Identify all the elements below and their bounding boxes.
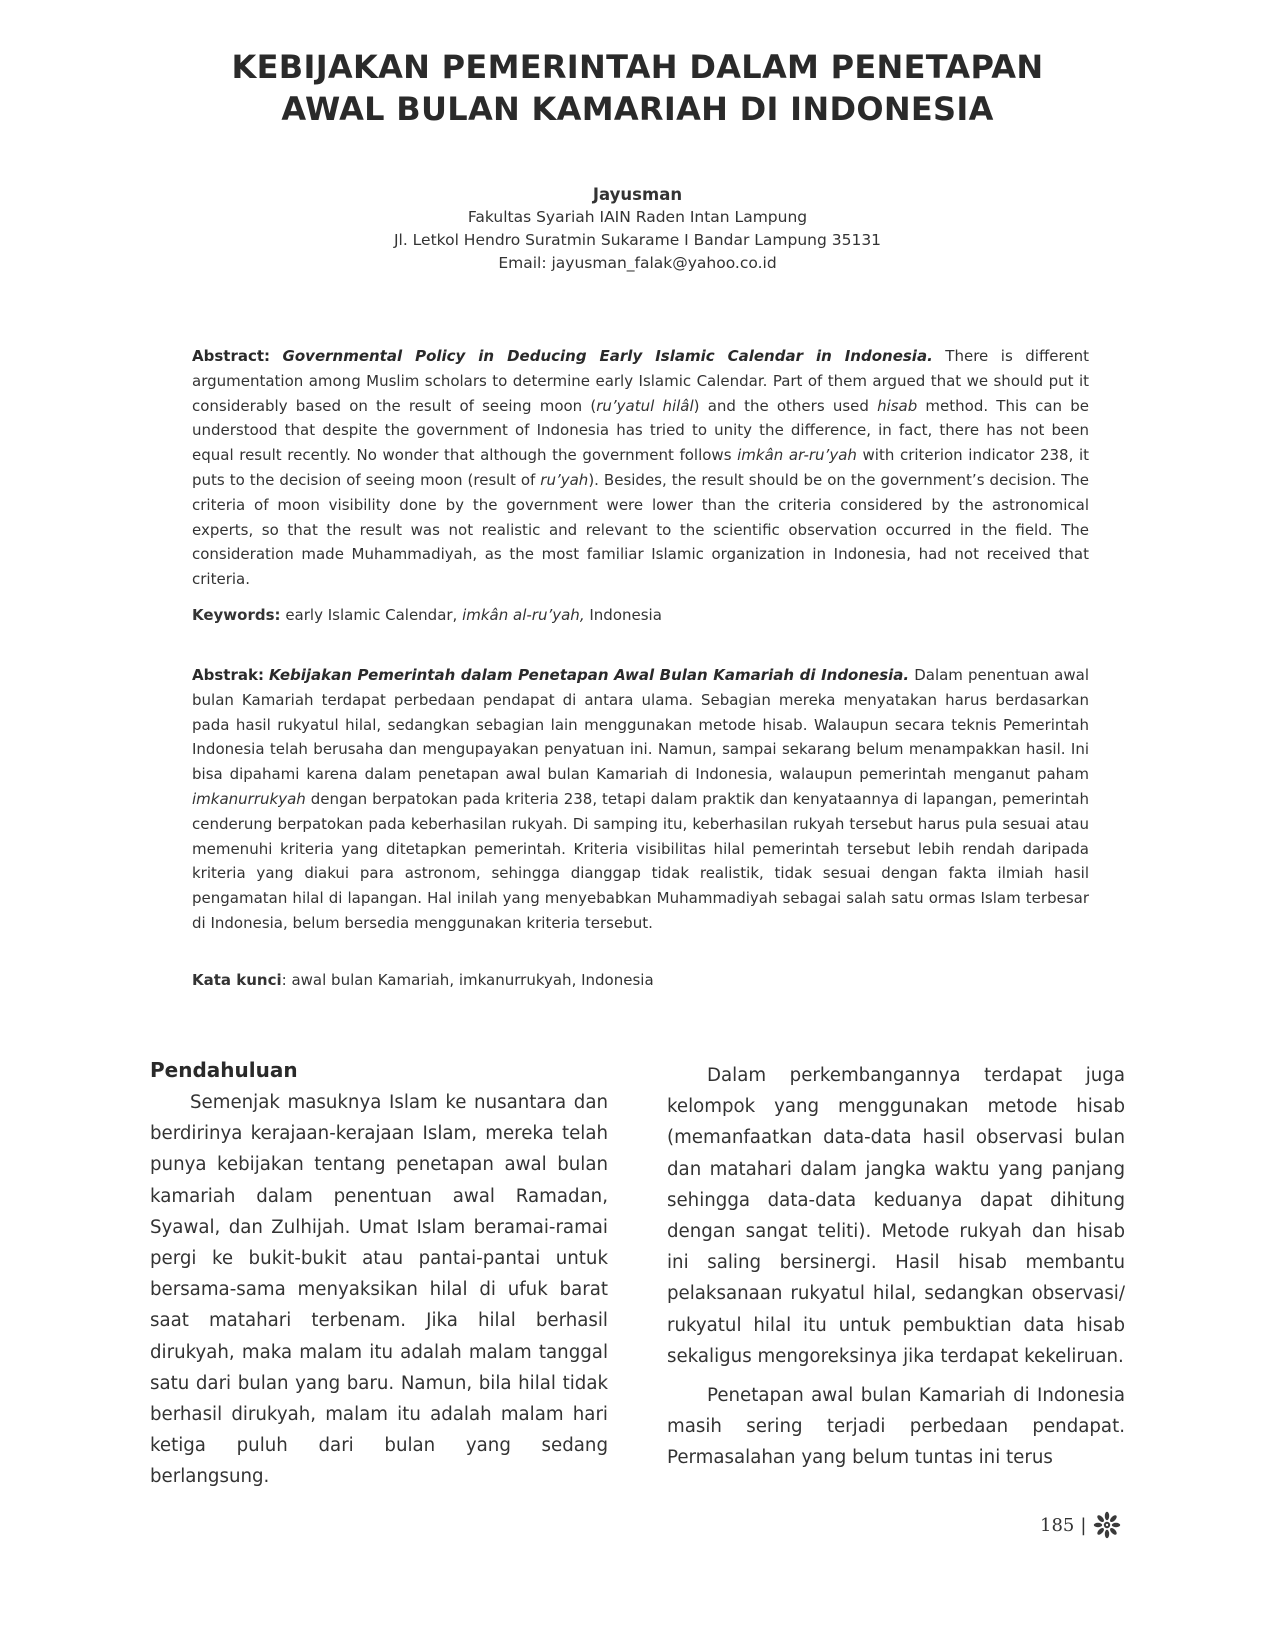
abstrak-label: Abstrak:	[192, 666, 264, 684]
title-line-1: KEBIJAKAN PEMERINTAH DALAM PENETAPAN	[231, 48, 1044, 86]
author-email: Email: jayusman_falak@yahoo.co.id	[498, 254, 777, 272]
abstract-italic-term: hisab	[877, 396, 918, 415]
body-column-left	[150, 1055, 608, 1493]
footer-separator: |	[1080, 1514, 1087, 1536]
abstract-italic-term: imkân ar-ru’yah	[737, 446, 857, 465]
keywords-text: Indonesia	[584, 606, 662, 624]
abstract-text: ). Besides, the result should be on the government’s decision. The criteria of moon visibility done by the government were lower than the criteria considered by the astronomical experts, so that the result was not realistic and relevant to the scientific observation occurred in the field. The consideration made Muhammadiyah, as the most familiar Islamic organization in Indonesia, had not received that criteria.	[192, 470, 1089, 589]
abstract-italic-term: ru’yatul hilâl	[596, 396, 694, 415]
abstract-indonesian	[192, 663, 1089, 936]
page-footer	[1040, 1510, 1122, 1540]
paper-title	[150, 46, 1125, 130]
keywords-indonesian	[192, 968, 1089, 992]
keywords-english	[192, 603, 1089, 627]
page-number: 185	[1040, 1514, 1075, 1536]
keywords-italic-term: imkân al-ru’yah,	[462, 606, 585, 624]
body-paragraph: Penetapan awal bulan Kamariah di Indonesia masih sering terjadi perbedaan pendapat. Permasalahan yang belum tuntas ini terus	[667, 1385, 1125, 1469]
body-paragraph: Semenjak masuknya Islam ke nusantara dan berdirinya kerajaan-kerajaan Islam, mereka telah punya kebijakan tentang penetapan awal bulan kamariah dalam penentuan awal Ramadan, Syawal, dan Zulhijah. Umat Islam beramai-ramai pergi ke bukit-bukit atau pantai-pantai untuk bersama-sama menyaksikan hilal di ufuk barat saat matahari terbenam. Jika hilal berhasil dirukyah, maka malam itu adalah malam tanggal satu dari bulan yang baru. Namun, bila hilal tidak berhasil dirukyah, malam itu adalah malam hari ketiga puluh dari bulan yang sedang berlangsung.	[150, 1092, 608, 1488]
author-affiliation: Fakultas Syariah IAIN Raden Intan Lampung	[467, 208, 808, 226]
flower-ornament-icon	[1092, 1510, 1122, 1540]
abstrak-heading: Kebijakan Pemerintah dalam Penetapan Awal Bulan Kamariah di Indonesia.	[269, 666, 910, 684]
abstract-italic-term: ru’yah	[540, 470, 589, 489]
abstract-label: Abstract:	[192, 347, 271, 365]
keywords-text: early Islamic Calendar,	[280, 606, 463, 624]
kata-kunci-text: : awal bulan Kamariah, imkanurrukyah, Indonesia	[281, 971, 654, 989]
abstrak-text: Dalam penentuan awal bulan Kamariah terdapat perbedaan pendapat di antara ulama. Sebagian mereka menyatakan harus berdasarkan pada hasil rukyatul hilal, sedangkan sebagian lain menggunakan metode hisab. Walaupun secara teknis Pemerintah Indonesia telah berusaha dan mengupayakan penyatuan ini. Namun, sampai sekarang belum menampakkan hasil. Ini bisa dipahami karena dalam penetapan awal bulan Kamariah di Indonesia, walaupun pemerintah menganut paham	[192, 666, 1089, 784]
abstract-text: with criterion indicator 238, it puts to the decision of seeing moon (result of	[192, 446, 1090, 489]
keywords-label: Keywords:	[192, 606, 281, 624]
body-column-right	[667, 1060, 1125, 1474]
title-line-2: AWAL BULAN KAMARIAH DI INDONESIA	[281, 90, 994, 128]
abstract-heading: Governmental Policy in Deducing Early Islamic Calendar in Indonesia.	[282, 347, 933, 365]
body-paragraph: Dalam perkembangannya terdapat juga kelompok yang menggunakan metode hisab (memanfaatkan data-data hasil observasi bulan dan matahari dalam jangka waktu yang panjang sehingga data-data keduanya dapat dihitung dengan sangat teliti). Metode rukyah dan hisab ini saling bersinergi. Hasil hisab membantu pelaksanaan rukyatul hilal, sedangkan observasi/ rukyatul hilal itu untuk pembuktian data hisab sekaligus mengoreksinya jika terdapat kekeliruan.	[667, 1065, 1125, 1367]
author-address: Jl. Letkol Hendro Suratmin Sukarame I Bandar Lampung 35131	[393, 231, 882, 249]
abstract-text: There is different argumentation among Muslim scholars to determine early Islamic Calendar. Part of them argued that we should put it considerably based on the result of seeing moon (	[192, 347, 1089, 415]
author-name: Jayusman	[592, 185, 683, 204]
author-block	[250, 183, 1025, 275]
abstract-text: method. This can be understood that despite the government of Indonesia has tried to unity the difference, in fact, there has not been equal result recently. No wonder that although the government follows	[192, 396, 1089, 465]
abstract-text: ) and the others used	[693, 396, 878, 415]
abstrak-italic-term: imkanurrukyah	[192, 789, 306, 808]
kata-kunci-label: Kata kunci	[192, 971, 282, 989]
section-heading: Pendahuluan	[150, 1058, 298, 1082]
abstract-english	[192, 344, 1089, 592]
abstrak-text: dengan berpatokan pada kriteria 238, tetapi dalam praktik dan kenyataannya di lapangan, pemerintah cenderung berpatokan pada keberhasilan rukyah. Di samping itu, keberhasilan rukyah tersebut harus pula sesuai atau memenuhi kriteria yang ditetapkan pemerintah. Kriteria visibilitas hilal pemerintah tersebut lebih rendah daripada kriteria yang diakui para astronom, sehingga dianggap tidak realistik, tidak sesuai dengan fakta ilmiah hasil pengamatan hilal di lapangan. Hal inilah yang menyebabkan Muhammadiyah sebagai salah satu ormas Islam terbesar di Indonesia, belum bersedia menggunakan kriteria tersebut.	[192, 789, 1089, 932]
